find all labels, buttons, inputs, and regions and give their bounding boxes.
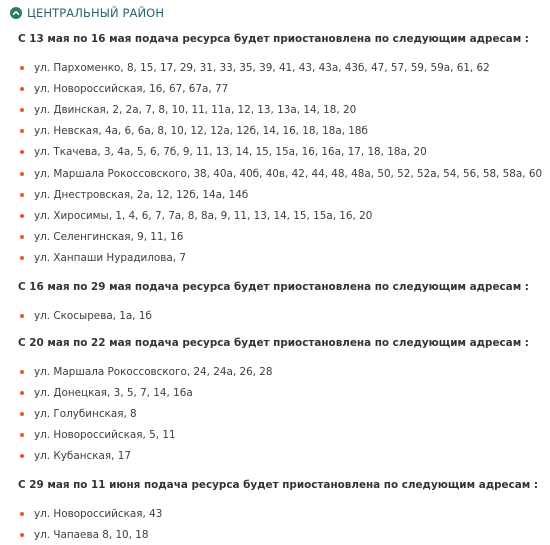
address-item: [20, 529, 149, 541]
address-item: [20, 429, 176, 441]
bullet-icon: [20, 235, 24, 239]
address-item: [20, 450, 131, 462]
address-item: [20, 387, 193, 399]
address-text: ул. Новороссийская, 5, 11: [34, 429, 176, 442]
bullet-icon: [20, 87, 24, 91]
district-title: ЦЕНТРАЛЬНЫЙ РАЙОН: [27, 6, 165, 20]
address-item: [20, 146, 427, 158]
address-item: [20, 408, 137, 420]
address-text: ул. Чапаева 8, 10, 18: [34, 529, 149, 542]
bullet-icon: [20, 412, 24, 416]
address-text: ул. Новороссийская, 43: [34, 508, 163, 520]
address-text: ул. Невская, 4а, 6, 6а, 8, 10, 12, 12а, 12б, 14, 16, 18, 18а, 18б: [34, 125, 368, 138]
address-item: [20, 62, 490, 74]
address-item: [20, 83, 228, 95]
address-item: [20, 310, 152, 322]
address-text: ул. Кубанская, 17: [34, 450, 131, 463]
address-text: ул. Маршала Рокоссовского, 38, 40а, 40б, 40в, 42, 44, 48, 48а, 50, 52, 52а, 54, 56, 58, 58а, 60: [34, 167, 543, 180]
address-item: [20, 210, 372, 222]
address-text: ул. Ткачева, 3, 4а, 5, 6, 7б, 9, 11, 13, 14, 15, 15а, 16, 16а, 17, 18, 18а, 20: [34, 146, 427, 159]
bullet-icon: [20, 214, 24, 218]
address-text: ул. Селенгинская, 9, 11, 16: [34, 230, 184, 243]
bullet-icon: [20, 256, 24, 260]
bullet-icon: [20, 370, 24, 374]
bullet-icon: [20, 391, 24, 395]
address-item: [20, 508, 162, 520]
address-text: ул. Двинская, 2, 2а, 7, 8, 10, 11, 11а, 12, 13, 13а, 14, 18, 20: [34, 104, 357, 117]
address-item: [20, 104, 356, 116]
address-item: [20, 252, 186, 264]
address-text: ул. Ханпаши Нурадилова, 7: [34, 251, 186, 264]
chevron-up-icon[interactable]: [10, 7, 22, 19]
address-text: ул. Скосырева, 1а, 1б: [34, 310, 152, 322]
bullet-icon: [20, 66, 24, 70]
bullet-icon: [20, 314, 24, 318]
address-item: [20, 125, 368, 137]
bullet-icon: [20, 172, 24, 176]
section-heading: С 16 мая по 29 мая подача ресурса будет приостановлена по следующим адресам :: [18, 281, 529, 293]
address-text: ул. Днестровская, 2а, 12, 12б, 14а, 14б: [34, 188, 249, 201]
bullet-icon: [20, 433, 24, 437]
district-header[interactable]: [10, 6, 164, 20]
bullet-icon: [20, 193, 24, 197]
bullet-icon: [20, 108, 24, 112]
address-text: ул. Маршала Рокоссовского, 24, 24а, 26, 28: [34, 366, 273, 378]
bullet-icon: [20, 150, 24, 154]
section-heading: С 13 мая по 16 мая подача ресурса будет приостановлена по следующим адресам :: [18, 33, 529, 45]
section-heading: С 20 мая по 22 мая подача ресурса будет приостановлена по следующим адресам :: [18, 337, 529, 349]
address-text: ул. Донецкая, 3, 5, 7, 14, 16а: [34, 387, 193, 400]
address-item: [20, 366, 273, 378]
address-item: [20, 189, 248, 201]
address-text: ул. Голубинская, 8: [34, 408, 137, 421]
address-item: [20, 168, 542, 180]
address-item: [20, 231, 183, 243]
section-heading: С 29 мая по 11 июня подача ресурса будет приостановлена по следующим адресам :: [18, 479, 539, 491]
bullet-icon: [20, 512, 24, 516]
address-text: ул. Хиросимы, 1, 4, 6, 7, 7а, 8, 8а, 9, 11, 13, 14, 15, 15а, 16, 20: [34, 209, 373, 222]
bullet-icon: [20, 454, 24, 458]
bullet-icon: [20, 533, 24, 537]
bullet-icon: [20, 129, 24, 133]
address-text: ул. Пархоменко, 8, 15, 17, 29, 31, 33, 35, 39, 41, 43, 43а, 43б, 47, 57, 59, 59а, 61, 62: [34, 62, 490, 74]
address-text: ул. Новороссийская, 16, 67, 67а, 77: [34, 83, 229, 96]
